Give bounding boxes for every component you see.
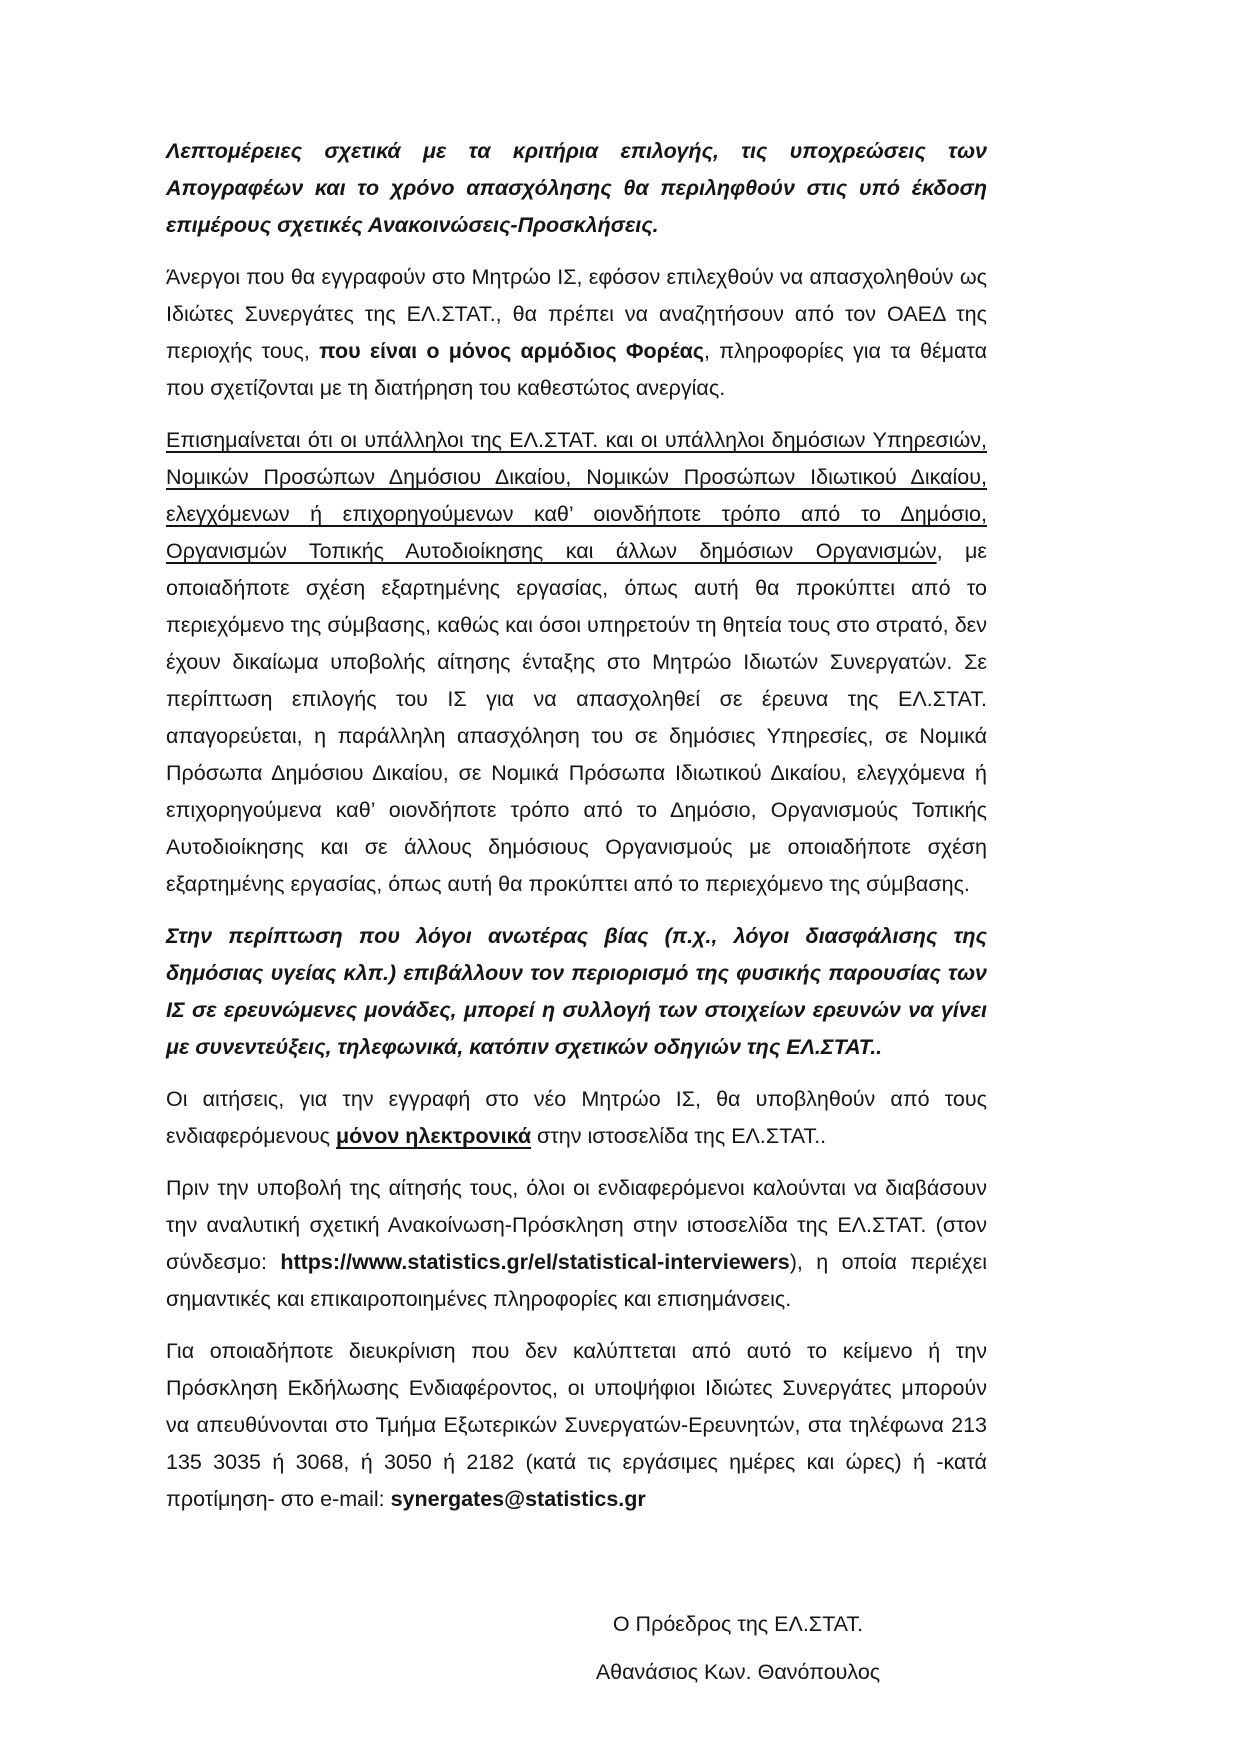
paragraph-employees-restriction xyxy=(166,422,987,903)
paragraph-details-notice-text: Λεπτομέρειες σχετικά με τα κριτήρια επιλογής, τις υποχρεώσεις των Απογραφέων και το χρόνο απασχόλησης θα περιληφθούν στις υπό έκδοση επιμέρους σχετικές Ανακοινώσεις-Προσκλήσεις. xyxy=(166,139,987,237)
paragraph-contact-text-start: Για οποιαδήποτε διευκρίνιση που δεν καλύπτεται από αυτό το κείμενο ή την Πρόσκληση Εκδήλωσης Ενδιαφέροντος, οι υποψήφιοι Ιδιώτες Συνεργάτες μπορούν να απευθύνονται στο Τμήμα Εξωτερικών Συνεργατών-Ερευνητών, στα τηλέφωνα 213 135 3035 ή 3068, ή 3050 ή 2182 (κατά τις εργάσιμες ημέρες και ώρες) ή -κατά προτίμηση- στο e-mail: xyxy=(166,1339,987,1511)
paragraph-read-announcement-text-start: Πριν την υποβολή της αίτησής τους, όλοι οι ενδιαφερόμενοι καλούνται να διαβάσουν την αναλυτική σχετική Ανακοίνωση-Πρόσκληση στην ιστοσελίδα της ΕΛ.ΣΤΑΤ. (στον σύνδεσμο: xyxy=(166,1176,987,1274)
paragraph-force-majeure xyxy=(166,918,987,1066)
paragraph-read-announcement-text-end: ), η οποία περιέχει σημαντικές και επικαιροποιημένες πληροφορίες και επισημάνσεις. xyxy=(166,1250,987,1311)
paragraph-applications-text-start: Οι αιτήσεις, για την εγγραφή στο νέο Μητρώο ΙΣ, θα υποβληθούν από τους ενδιαφερόμενους xyxy=(166,1087,987,1148)
paragraph-unemployed-text-end: , πληροφορίες για τα θέματα που σχετίζονται με τη διατήρηση του καθεστώτος ανεργίας. xyxy=(166,339,988,400)
paragraph-applications-emphasis-run: μόνον ηλεκτρονικά xyxy=(336,1124,532,1148)
signature-block xyxy=(568,1604,908,1692)
paragraph-unemployed-info xyxy=(166,259,987,407)
paragraph-employees-underlined-run: Επισημαίνεται ότι οι υπάλληλοι της ΕΛ.ΣΤΑΤ. και οι υπάλληλοι δημόσιων Υπηρεσιών, Νομικών Προσώπων Δημόσιου Δικαίου, Νομικών Προσώπων Ιδιωτικού Δικαίου, ελεγχόμενων ή επιχορηγούμενων καθ’ οιονδήποτε τρόπο από το Δημόσιο, Οργανισμών Τοπικής Αυτοδιοίκησης και άλλων δημόσιων Οργανισμών xyxy=(166,428,987,563)
paragraph-read-announcement xyxy=(166,1170,987,1318)
paragraph-details-notice xyxy=(166,133,987,244)
paragraph-applications-text-end: στην ιστοσελίδα της ΕΛ.ΣΤΑΤ.. xyxy=(531,1124,827,1148)
signature-name: Αθανάσιος Κων. Θανόπουλος xyxy=(595,1660,881,1684)
paragraph-force-majeure-text: Στην περίπτωση που λόγοι ανωτέρας βίας (π.χ., λόγοι διασφάλισης της δημόσιας υγείας κλπ.) επιβάλλουν τον περιορισμό της φυσικής παρουσίας των ΙΣ σε ερευνώμενες μονάδες, μπορεί η συλλογή των στοιχείων ερευνών να γίνει με συνεντεύξεις, τηλεφωνικά, κατόπιν σχετικών οδηγιών της ΕΛ.ΣΤΑΤ.. xyxy=(166,924,987,1059)
paragraph-employees-text-end: , με οποιαδήποτε σχέση εξαρτημένης εργασίας, όπως αυτή θα προκύπτει από το περιεχόμενο της σύμβασης, καθώς και όσοι υπηρετούν τη θητεία τους στο στρατό, δεν έχουν δικαίωμα υποβολής αίτησης ένταξης στο Μητρώο Ιδιωτών Συνεργατών. Σε περίπτωση επιλογής του ΙΣ για να απασχοληθεί σε έρευνα της ΕΛ.ΣΤΑΤ. απαγορεύεται, η παράλληλη απασχόληση του σε δημόσιες Υπηρεσίες, σε Νομικά Πρόσωπα Δημόσιου Δικαίου, σε Νομικά Πρόσωπα Ιδιωτικού Δικαίου, ελεγχόμενα ή επιχορηγούμενα καθ’ οιονδήποτε τρόπο από το Δημόσιο, Οργανισμούς Τοπικής Αυτοδιοίκησης και σε άλλους δημόσιους Οργανισμούς με οποιαδήποτε σχέση εξαρτημένης εργασίας, όπως αυτή θα προκύπτει από το περιεχόμενο της σύμβασης. xyxy=(166,539,987,896)
paragraph-unemployed-bold-run: που είναι ο μόνος αρμόδιος Φορέας xyxy=(319,339,705,363)
signature-title: Ο Πρόεδρος της ΕΛ.ΣΤΑΤ. xyxy=(612,1612,864,1636)
statistics-url-link[interactable]: https://www.statistics.gr/el/statistical-interviewers xyxy=(280,1250,790,1274)
paragraph-applications-electronic xyxy=(166,1081,987,1155)
paragraph-unemployed-text-start: Άνεργοι που θα εγγραφούν στο Μητρώο ΙΣ, εφόσον επιλεχθούν να απασχοληθούν ως Ιδιώτες Συνεργάτες της ΕΛ.ΣΤΑΤ., θα πρέπει να αναζητήσουν από τον ΟΑΕΔ της περιοχής τους, xyxy=(166,265,987,363)
contact-email-link[interactable]: synergates@statistics.gr xyxy=(390,1487,646,1511)
paragraph-contact-info xyxy=(166,1333,987,1518)
